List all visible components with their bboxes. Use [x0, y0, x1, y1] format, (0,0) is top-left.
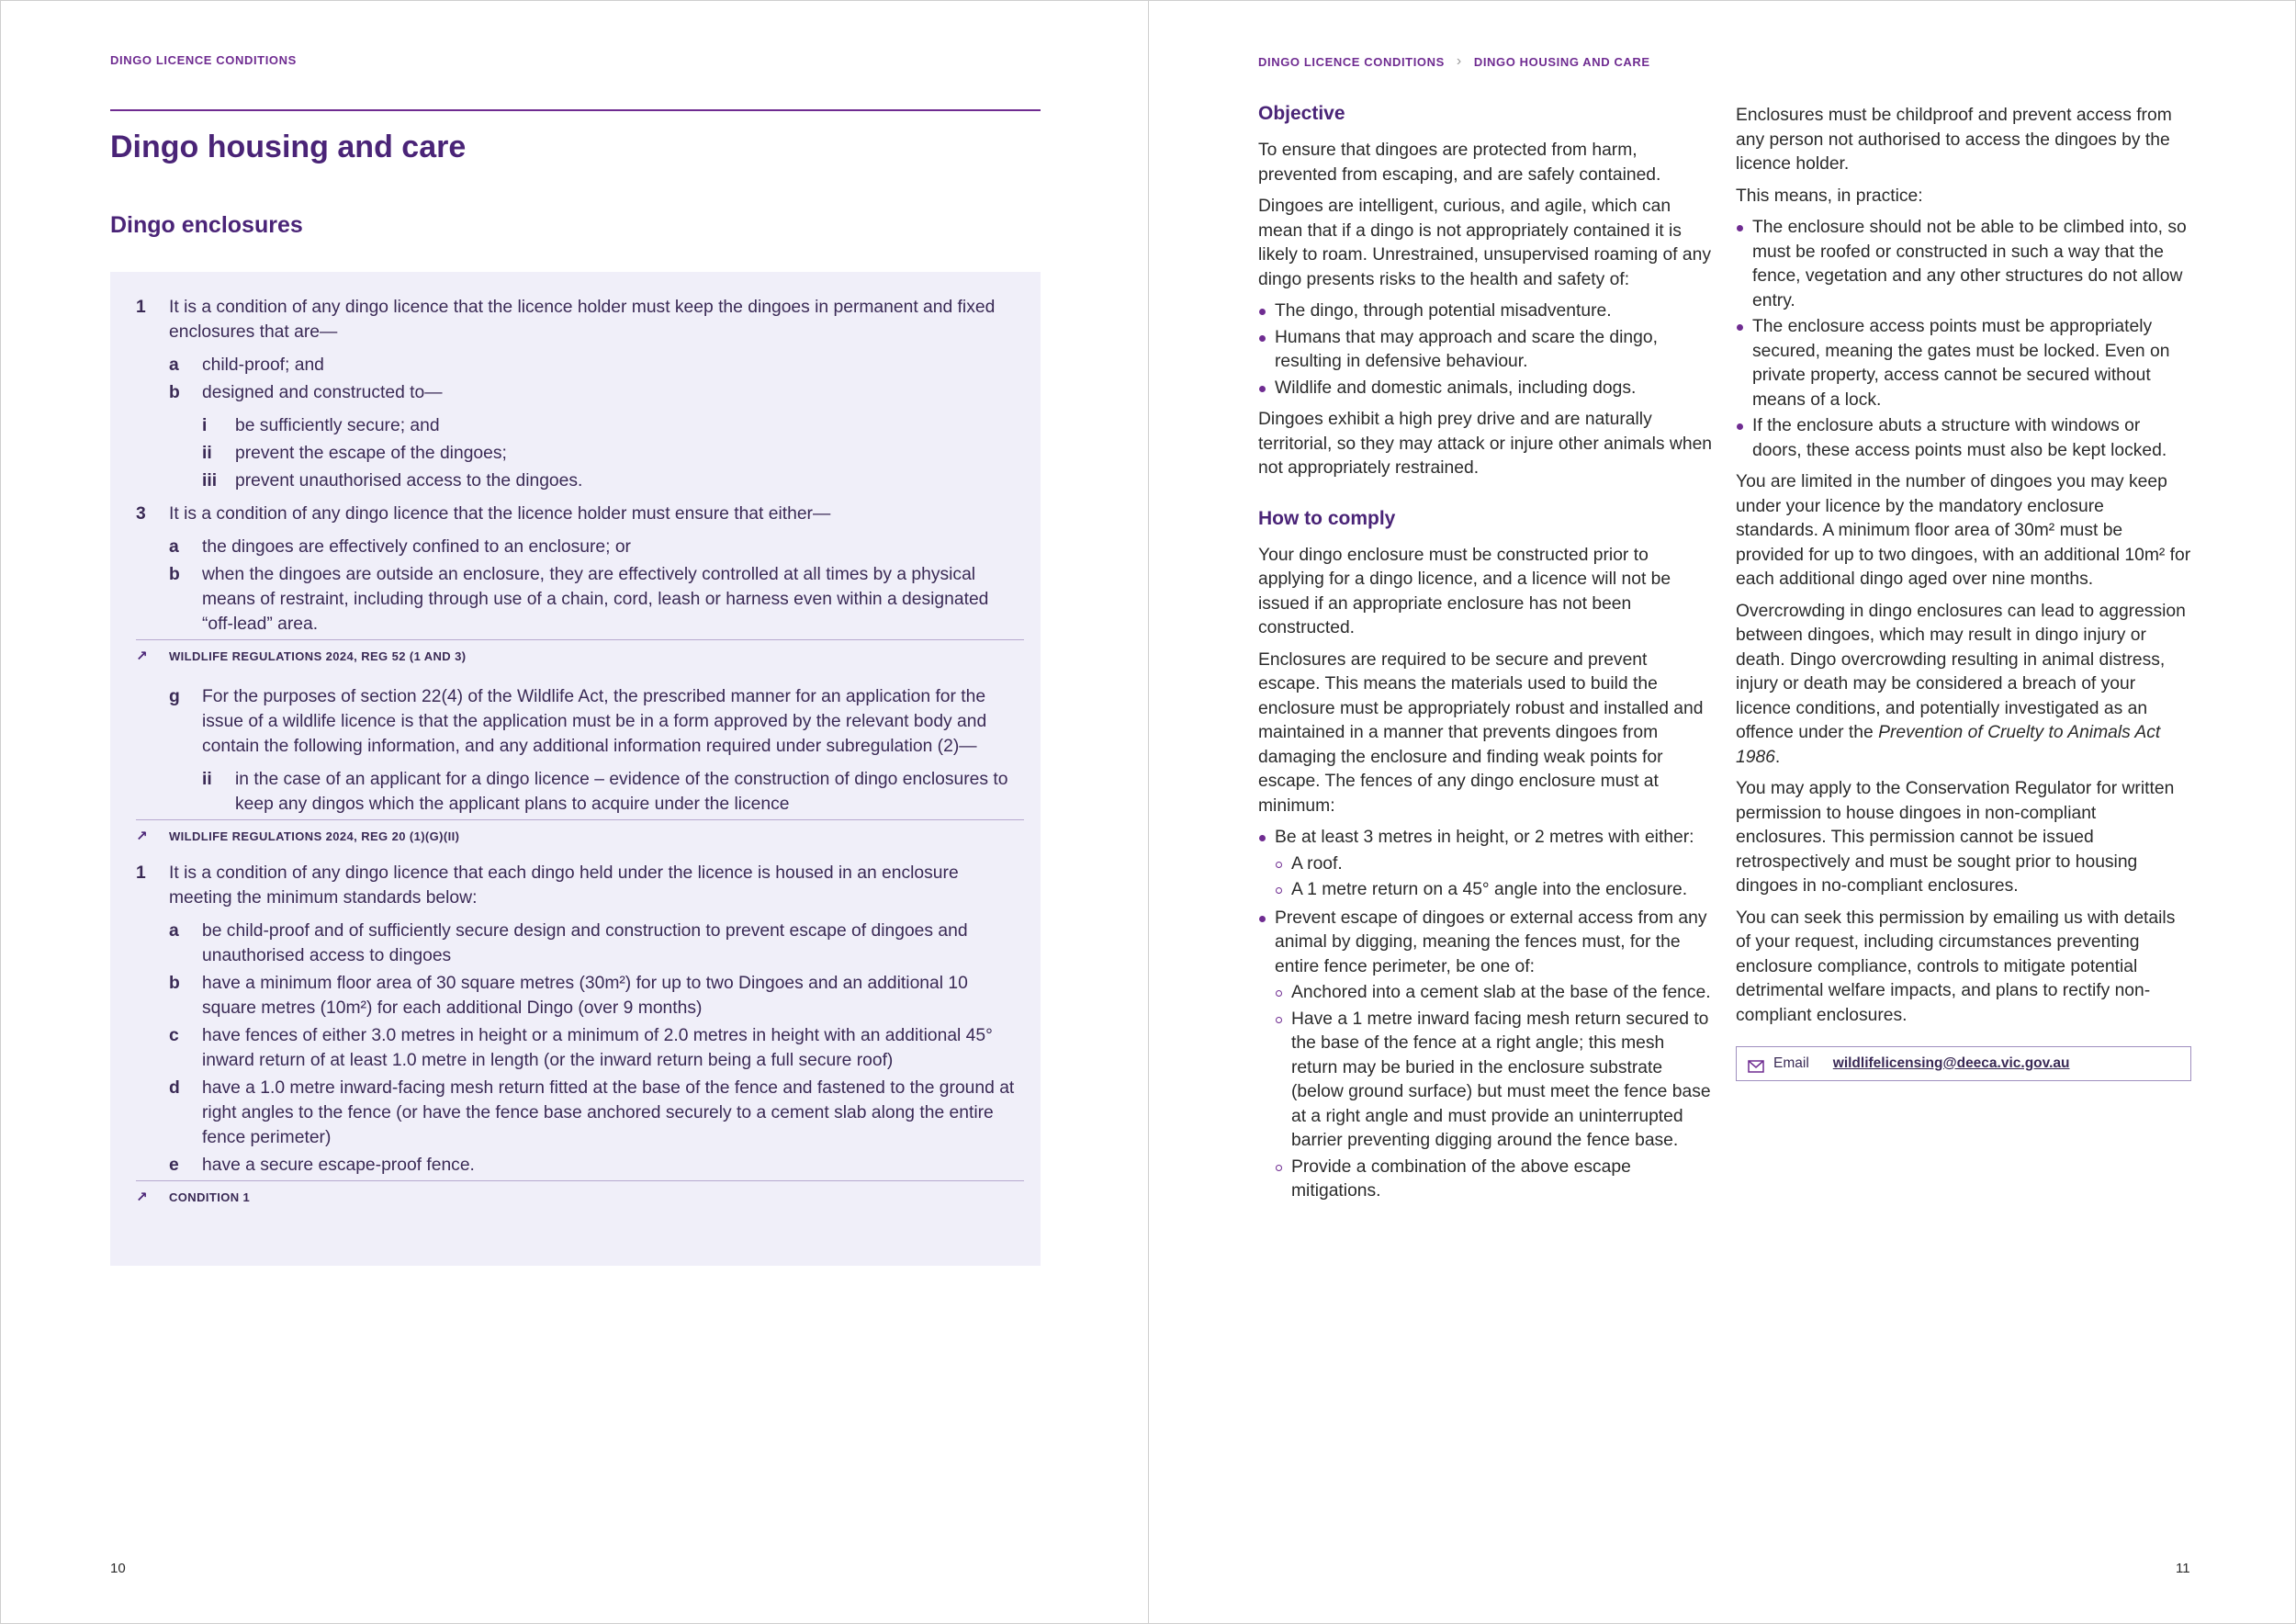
legal-subclause	[136, 562, 1024, 637]
section-title: Dingo enclosures	[110, 212, 303, 238]
list-item: Humans that may approach and scare the dingo, resulting in defensive behaviour.	[1258, 326, 1713, 375]
subclause-letter: b	[169, 383, 180, 402]
item-text: be sufficiently secure; and	[235, 416, 440, 435]
citation-text: WILDLIFE REGULATIONS 2024, REG 52 (1 AND 3)	[169, 648, 467, 663]
sub-list-item: Have a 1 metre inward facing mesh return secured to the base of the fence at a right angle; this mesh return may be buried in the enclosure substrate (below ground surface) but must meet the fence base at a right angle and must provide an uninterrupted barrier preventing digging around the fence base.	[1275, 1008, 1713, 1154]
sub-list-item: A roof.	[1275, 852, 1713, 877]
legal-subclause	[136, 684, 1024, 759]
subclause-letter: b	[169, 974, 180, 993]
running-head	[110, 53, 297, 67]
legal-item	[136, 413, 1024, 438]
subclause-letter: g	[169, 687, 180, 706]
page-number: 11	[2176, 1561, 2190, 1576]
subclause-letter: d	[169, 1078, 180, 1098]
sub-list	[1275, 981, 1713, 1204]
paragraph-text: Overcrowding in dingo enclosures can lead to aggression between dingoes, which may result in dingo injury or death. Dingo overcrowding resulting in animal distress, injury or death may be considered a breach of your licence conditions, and potentially investigated as an offence under the	[1736, 601, 2186, 742]
legal-clause	[136, 861, 1024, 910]
objective-heading: Objective	[1258, 103, 1345, 124]
legal-subclause	[136, 919, 1024, 968]
legal-item	[136, 441, 1024, 466]
list-item	[1258, 907, 1713, 1204]
legal-subclause	[136, 971, 1024, 1021]
breadcrumb	[1258, 53, 1650, 70]
email-contact-box	[1736, 1046, 2191, 1081]
legal-item	[136, 468, 1024, 493]
sub-list-item: Anchored into a cement slab at the base of the fence.	[1275, 981, 1713, 1006]
right-page	[1148, 0, 2296, 1624]
page-title: Dingo housing and care	[110, 130, 467, 164]
list-item: The enclosure access points must be appropriately secured, meaning the gates must be locked. Even on private property, access cannot be secured without means of a lock.	[1736, 315, 2191, 412]
citation-text: WILDLIFE REGULATIONS 2024, REG 20 (1)(G)(II)	[169, 829, 460, 843]
subclause-text: be child-proof and of sufficiently secure design and construction to prevent escape of dingoes and unauthorised access to dingoes	[202, 921, 968, 965]
paragraph: You may apply to the Conservation Regulator for written permission to house dingoes in non-compliant enclosures. This permission cannot be issued retrospectively and must be sought prior to housing dingoes in no-compliant enclosures.	[1736, 779, 2175, 896]
list-item-text: Be at least 3 metres in height, or 2 metres with either:	[1275, 828, 1694, 847]
subclause-text: have a secure escape-proof fence.	[202, 1156, 475, 1175]
arrow-up-right-icon: ↗	[136, 1189, 148, 1205]
paragraph	[1736, 600, 2191, 771]
subclause-letter: a	[169, 355, 179, 375]
list-item	[1258, 826, 1713, 903]
act-title: Prevention of Cruelty to Animals Act 1986	[1736, 723, 2161, 767]
item-text: prevent unauthorised access to the dingoes.	[235, 471, 583, 491]
paragraph: You are limited in the number of dingoes you may keep under your licence by the mandatory enclosure standards. A minimum floor area of 30m² must be provided for up to two dingoes, with an additional 10m² for each additional dingo aged over nine months.	[1736, 472, 2191, 589]
running-head-text: DINGO LICENCE CONDITIONS	[110, 53, 297, 67]
list-item: The enclosure should not be able to be climbed into, so must be roofed or constructed in such a way that the fence, vegetation and any other structures do not allow entry.	[1736, 216, 2191, 313]
subclause-letter: a	[169, 921, 179, 941]
clause-number: 3	[136, 504, 146, 524]
breadcrumb-item-current: DINGO HOUSING AND CARE	[1473, 54, 1650, 69]
paragraph-end: .	[1774, 747, 1781, 767]
subclause-letter: c	[169, 1026, 179, 1045]
email-link[interactable]: wildlifelicensing@deeca.vic.gov.au	[1832, 1054, 2070, 1071]
subclause-text: have a 1.0 metre inward-facing mesh return fitted at the base of the fence and fastened to the ground at right angles to the fence (or have the fence base anchored securely to a cement slab along the entire fence perimeter)	[202, 1078, 1015, 1147]
paragraph: Enclosures are required to be secure and prevent escape. This means the materials used to build the enclosure must be appropriately robust and installed and maintained in a manner that prevents dingoes from damaging the enclosure and finding weak points for escape. The fences of any dingo enclosure must at minimum:	[1258, 649, 1704, 816]
list-item: The dingo, through potential misadventure.	[1258, 299, 1713, 324]
clause-number: 1	[136, 863, 146, 883]
subclause-text: have a minimum floor area of 30 square metres (30m²) for up to two Dingoes and an additional 10 square metres (10m²) for each additional Dingo (over 9 months)	[202, 974, 968, 1018]
list-item-text: Prevent escape of dingoes or external access from any animal by digging, meaning the fences must, for the entire fence perimeter, be one of:	[1275, 908, 1707, 976]
paragraph: Your dingo enclosure must be constructed prior to applying for a dingo licence, and a licence will not be issued if an appropriate enclosure has not been constructed.	[1258, 545, 1671, 637]
practice-list	[1736, 216, 2191, 463]
legal-subclause	[136, 1076, 1024, 1150]
subclause-text: For the purposes of section 22(4) of the Wildlife Act, the prescribed manner for an application for the issue of a wildlife licence is that the application must be in a form approved by the relevant body and contain the following information, and any additional information required under subregulation (2)—	[202, 687, 987, 756]
subclause-letter: e	[169, 1156, 179, 1175]
citation	[136, 819, 1024, 846]
subclause-text: when the dingoes are outside an enclosure, they are effectively controlled at all times by a physical means of restraint, including through use of a chain, cord, leash or harness even within a designated “off-lead” area.	[202, 565, 989, 634]
subclause-letter: a	[169, 537, 179, 557]
citation-text: CONDITION 1	[169, 1190, 251, 1204]
legal-subclause	[136, 353, 1024, 378]
subclause-text: have fences of either 3.0 metres in height or a minimum of 2.0 metres in height with an additional 45° inward return of at least 1.0 metre in length (or the inward return being a full secure roof)	[202, 1026, 993, 1070]
paragraph: To ensure that dingoes are protected from harm, prevented from escaping, and are safely contained.	[1258, 141, 1661, 185]
arrow-up-right-icon: ↗	[136, 828, 148, 844]
paragraph: Enclosures must be childproof and prevent access from any person not authorised to access the dingoes by the licence holder.	[1736, 106, 2172, 174]
arrow-up-right-icon: ↗	[136, 648, 148, 664]
item-text: prevent the escape of the dingoes;	[235, 444, 507, 463]
content-column-right	[1736, 104, 2191, 1081]
list-item: If the enclosure abuts a structure with windows or doors, these access points must also be kept locked.	[1736, 414, 2191, 463]
risk-list	[1258, 299, 1713, 400]
item-numeral: i	[202, 416, 208, 435]
content-column-left	[1258, 102, 1713, 1212]
subclause-text: designed and constructed to—	[202, 383, 443, 402]
legislation-box	[110, 272, 1041, 1266]
legal-clause	[136, 295, 1024, 344]
citation	[136, 1180, 1024, 1207]
legal-subclause	[136, 535, 1024, 559]
clause-text: It is a condition of any dingo licence that the licence holder must keep the dingoes in permanent and fixed enclosures that are—	[169, 298, 996, 342]
legal-subclause	[136, 380, 1024, 405]
chevron-right-icon: ›	[1456, 53, 1462, 69]
item-numeral: ii	[202, 770, 212, 789]
clause-number: 1	[136, 298, 146, 317]
sub-list-item: Provide a combination of the above escape mitigations.	[1275, 1156, 1713, 1204]
clause-text: It is a condition of any dingo licence that the licence holder must ensure that either—	[169, 504, 831, 524]
legal-clause	[136, 502, 1024, 526]
fence-requirements-list	[1258, 826, 1713, 1204]
title-rule	[110, 109, 1041, 111]
paragraph: Dingoes are intelligent, curious, and agile, which can mean that if a dingo is not appropriately contained it is likely to roam. Unrestrained, unsupervised roaming of any dingo presents risks to the health and safety of:	[1258, 197, 1711, 289]
list-item: Wildlife and domestic animals, including dogs.	[1258, 377, 1713, 401]
item-numeral: ii	[202, 444, 212, 463]
subclause-letter: b	[169, 565, 180, 584]
citation	[136, 639, 1024, 666]
subclause-text: child-proof; and	[202, 355, 324, 375]
sub-list	[1275, 852, 1713, 903]
legal-subclause	[136, 1023, 1024, 1073]
legal-subclause	[136, 1153, 1024, 1178]
subclause-text: the dingoes are effectively confined to an enclosure; or	[202, 537, 631, 557]
email-label: Email	[1773, 1054, 1809, 1071]
mail-icon	[1748, 1057, 1764, 1070]
page-number: 10	[110, 1561, 126, 1576]
paragraph: You can seek this permission by emailing us with details of your request, including circumstances preventing enclosure compliance, controls to mitigate potential detrimental welfare impacts, and plans to rectify non-compliant enclosures.	[1736, 908, 2176, 1025]
how-to-comply-heading: How to comply	[1258, 507, 1396, 529]
paragraph: Dingoes exhibit a high prey drive and are naturally territorial, so they may attack or injure other animals when not appropriately restrained.	[1258, 410, 1713, 478]
item-numeral: iii	[202, 471, 218, 491]
item-text: in the case of an applicant for a dingo licence – evidence of the construction of dingo enclosures to keep any dingos which the applicant plans to acquire under the licence	[235, 770, 1008, 814]
clause-text: It is a condition of any dingo licence that each dingo held under the licence is housed in an enclosure meeting the minimum standards below:	[169, 863, 959, 908]
breadcrumb-item[interactable]: DINGO LICENCE CONDITIONS	[1258, 54, 1445, 69]
legal-item	[136, 767, 1024, 817]
sub-list-item: A 1 metre return on a 45° angle into the enclosure.	[1275, 878, 1713, 903]
paragraph: This means, in practice:	[1736, 186, 1923, 206]
